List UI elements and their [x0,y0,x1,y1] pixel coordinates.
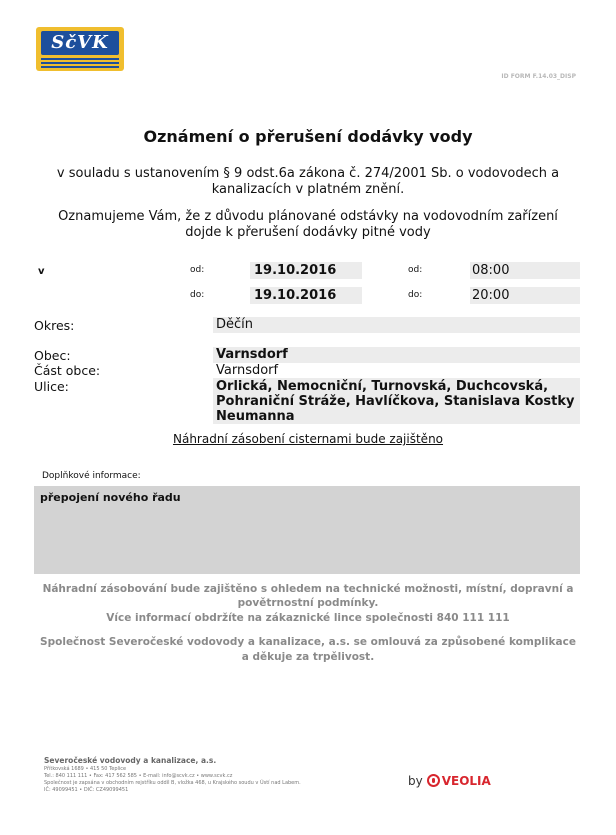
supply-note: Náhradní zásobení cisternami bude zajištěno [172,432,444,446]
time-from: 08:00 [472,263,510,278]
obec-label: Obec: [34,348,71,363]
to-label: do: [190,290,205,300]
footer-ids: IČ: 49099451 • DIČ: CZ49099451 [44,787,129,793]
note-line-5: a děkuje za trpělivost. [241,651,375,663]
veolia-icon [427,774,440,787]
okres-value: Děčín [216,317,254,332]
from-label: od: [190,265,205,275]
footer-contact: Tel.: 840 111 111 • Fax: 417 562 585 • E-mail: info@scvk.cz • www.scvk.cz [44,773,233,779]
time-to-field [470,287,580,304]
date-to-field [250,287,362,304]
date-from-field [250,262,362,279]
notice-line-2: dojde k přerušení dodávky pitné vody [185,225,431,240]
to-time-label: do: [408,290,423,300]
footer-address: Přítkovská 1689 • 415 50 Teplice [44,766,127,772]
scvk-logo [36,27,124,71]
footer-company: Severočeské vodovody a kanalizace, a.s. [44,756,217,765]
ulice-field [213,378,580,424]
schedule-mark: v [38,266,45,277]
legal-line-2: kanalizacích v platném znění. [211,182,405,197]
note-line-4: Společnost Severočeské vodovody a kanalizace, a.s. se omlouvá za způsobené komplikace [40,636,576,648]
note-line-1: Náhradní zásobování bude zajištěno s ohledem na technické možnosti, místní, dopravní a [42,583,574,595]
date-to: 19.10.2016 [254,288,337,303]
note-line-2: povětrnostní podmínky. [237,597,379,609]
page-title: Oznámení o přerušení dodávky vody [143,127,473,146]
ulice-line-3: Neumanna [216,409,295,424]
okres-field [213,317,580,333]
time-to: 20:00 [472,288,510,303]
okres-label: Okres: [34,318,75,333]
from-time-label: od: [408,265,423,275]
ulice-line-1: Orlická, Nemocniční, Turnovská, Duchcovská, [216,379,549,394]
veolia-by: by [408,774,423,788]
date-from: 19.10.2016 [254,263,337,278]
notice-line-1: Oznamujeme Vám, že z důvodu plánované odstávky na vodovodním zařízení [58,209,558,224]
footer-register: Společnost je zapsána v obchodním rejstříku oddíl B, vložka 468, u Krajského soudu v Ústí nad Labem. [44,780,301,786]
logo-text: SčVK [51,32,109,53]
cast-obce-label: Část obce: [34,363,101,378]
additional-info-label: Doplňkové informace: [42,471,141,481]
form-id: ID FORM F.14.03_DISP [501,73,576,80]
additional-info-text: přepojení nového řadu [40,491,181,504]
ulice-label: Ulice: [34,379,69,394]
veolia-logo [408,774,491,788]
veolia-brand: VEOLIA [441,774,491,788]
note-line-3: Více informací obdržíte na zákaznické lince společnosti 840 111 111 [106,612,510,624]
ulice-line-2: Pohraniční Stráže, Havlíčkova, Stanislava Kostky [216,394,575,409]
cast-obce-value: Varnsdorf [216,363,279,378]
obec-field [213,347,580,363]
obec-value: Varnsdorf [216,347,288,362]
legal-line-1: v souladu s ustanovením § 9 odst.6a zákona č. 274/2001 Sb. o vodovodech a [56,166,560,181]
time-from-field [470,262,580,279]
